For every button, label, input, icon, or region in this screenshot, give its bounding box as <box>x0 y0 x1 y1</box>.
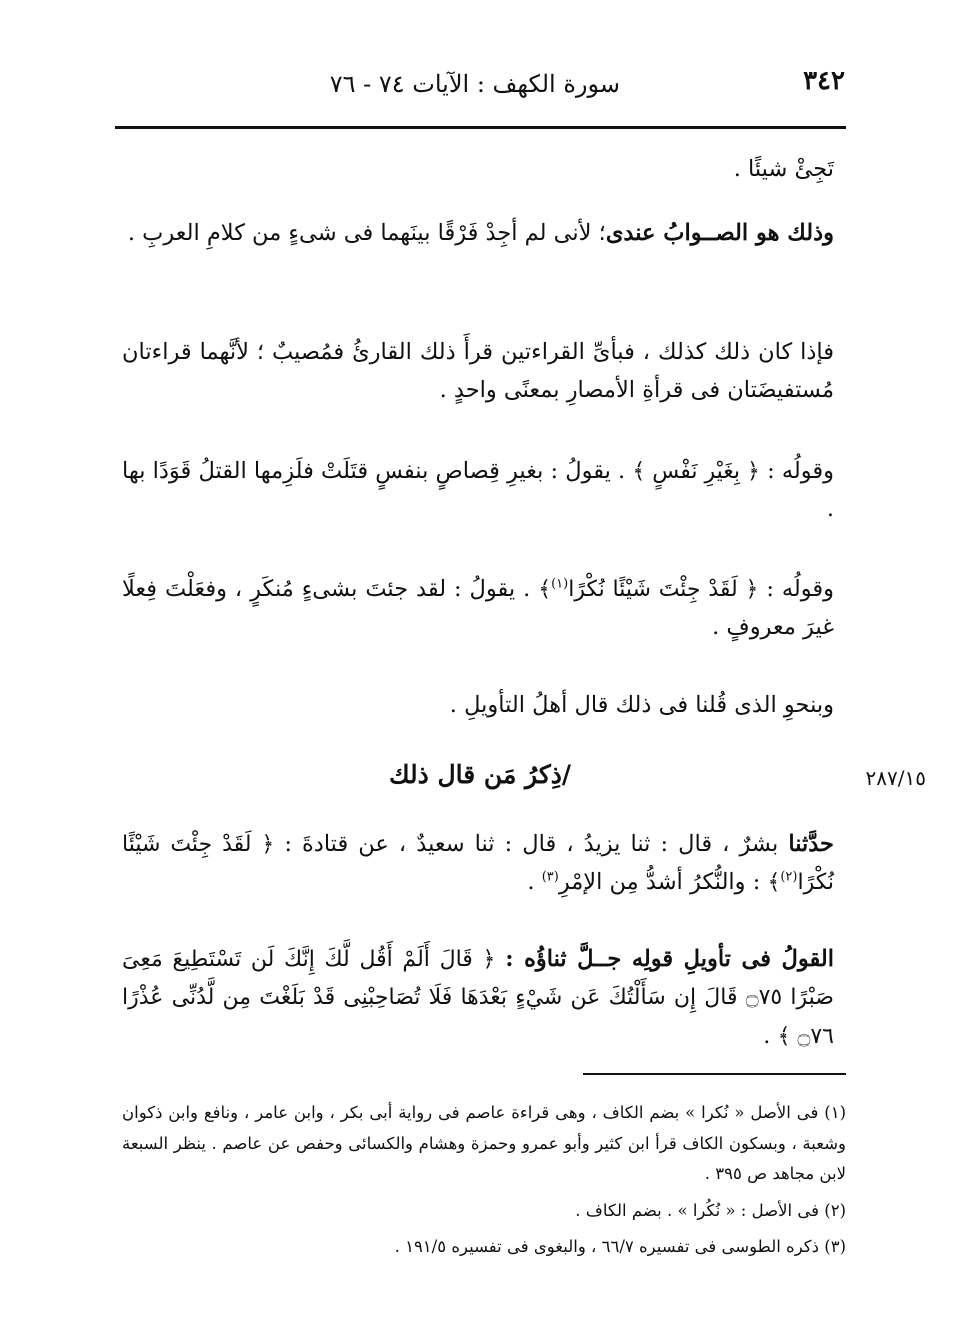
section-heading: /ذِكرُ مَن قال ذلك <box>388 760 572 789</box>
paragraph-7-mid: بشرٌ ، قال : ثنا يزيدُ ، قال : ثنا سعيدٌ ، عن قتادةَ : <box>284 831 779 857</box>
paragraph-7-post: : والنُّكرُ أشدُّ مِن الإمْرِ <box>558 869 761 896</box>
paragraph-2-text <box>122 214 834 252</box>
paragraph-5-pre: وقولُه : <box>766 576 834 602</box>
footnotes <box>122 1098 846 1269</box>
quran-quote-bighayri-nafs: ﴿ بِغَيْرِ نَفْسٍ ﴾ <box>632 459 760 484</box>
page-header <box>115 66 845 110</box>
footnote-2: (٢) فى الأصل : « نُكُرا » . بضم الكاف . <box>575 1200 846 1220</box>
paragraph-6-text: وبنحوِ الذى قُلنا فى ذلك قال أهلُ التأويلِ . <box>449 692 834 718</box>
paragraph-5-text <box>122 570 834 647</box>
running-title: سورة الكهف : الآيات ٧٤ - ٧٦ <box>329 70 620 98</box>
footnote-ref-3[interactable]: (٣) <box>541 869 559 885</box>
paragraph-4-text <box>122 452 834 529</box>
paragraph-5-post: . يقولُ : لقد جئتَ بشىءٍ مُنكَرٍ ، وفعَلْتَ فِعلًا غيرَ معروفٍ . <box>122 576 834 641</box>
paragraph-7-text <box>122 825 834 902</box>
margin-reference: ٢٨٧/١٥ <box>865 766 926 790</box>
paragraph-8-end: . <box>763 1022 771 1049</box>
paragraph-8-text <box>122 940 834 1055</box>
paragraph-8 <box>122 940 834 1055</box>
paragraph-7-lead: حدَّثنا <box>788 831 834 857</box>
footnote-ref-1[interactable]: (١) <box>551 576 569 592</box>
footnote-ref-2[interactable]: (٢) <box>780 869 798 885</box>
paragraph-8-lead: القولُ فى تأويلِ قولِه جــلَّ ثناؤُه : <box>505 946 834 972</box>
paragraph-4-pre: وقولُه : <box>767 458 835 484</box>
header-rule <box>115 126 846 129</box>
paragraph-4-post: . يقولُ : بغيرِ قِصاصٍ بنفسٍ قتَلَتْ فلَزِمها القتلُ قَوَدًا بها . <box>122 458 834 523</box>
paragraph-4 <box>122 452 834 529</box>
paragraph-1 <box>122 150 834 188</box>
quran-quote-close-2: ﴾ <box>767 870 781 896</box>
paragraph-3 <box>122 333 834 410</box>
footnote-1: (١) فى الأصل « نُكرا » بضم الكاف ، وهى قراءة عاصم فى رواية أبى بكر ، وابن عامر ، ونافع وابن ذكوان وشعبة ، وبسكون الكاف قرأ ابن كثير وأبو عمرو وحمزة وهشام والكسائى وحفص عن عاصم . ينظر السبعة لابن مجاهد ص ٣٩٥ . <box>122 1103 847 1184</box>
paragraph-2 <box>122 214 834 252</box>
paragraph-6 <box>122 686 834 724</box>
paragraph-7-end: . <box>527 869 535 896</box>
quran-quote-laqad-jita-2: ﴿ لَقَدْ جِئْتَ شَيْئًا نُكْرًا <box>122 832 834 896</box>
paragraph-2-rest: ؛ لأنى لم أجِدْ فَرْقًا بينَهما فى شىءٍ من كلامِ العربِ . <box>127 220 606 246</box>
page-number: ٣٤٢ <box>803 66 845 96</box>
paragraph-5 <box>122 570 834 647</box>
footnote-3: (٣) ذكره الطوسى فى تفسيره ٦٦/٧ ، والبغوى فى تفسيره ١٩١/٥ . <box>394 1237 846 1257</box>
paragraph-3-text: فإذا كان ذلك كذلك ، فبأىِّ القراءتين قرأَ ذلك القارئُ فمُصيبٌ ؛ لأنَّهما قراءتان مُستفيضَتان فى قرأةِ الأمصارِ بمعنًى واحدٍ . <box>122 339 834 404</box>
quran-quote-close: ﴾ <box>538 577 552 602</box>
footnote-rule <box>583 1073 846 1075</box>
quran-verses-75-76: ﴿ قَالَ أَلَمْ أَقُل لَّكَ إِنَّكَ لَن تَسْتَطِيعَ مَعِىَ صَبْرًا ۝٧٥ قَالَ إِن سَأَلْتُكَ عَن شَيْءٍ بَعْدَهَا فَلَا تُصَاحِبْنِى قَدْ بَلَغْتَ مِن لَّدُنِّى عُذْرًا ۝٧٦ ﴾ <box>122 947 834 1049</box>
quran-quote-laqad-jita: ﴿ لَقَدْ جِئْتَ شَيْئًا نُكْرًا <box>568 577 759 602</box>
paragraph-2-lead: وذلك هو الصــوابُ عندى <box>605 220 834 246</box>
paragraph-1-text: تَجِئْ شيئًا . <box>733 156 834 182</box>
paragraph-7 <box>122 825 834 902</box>
